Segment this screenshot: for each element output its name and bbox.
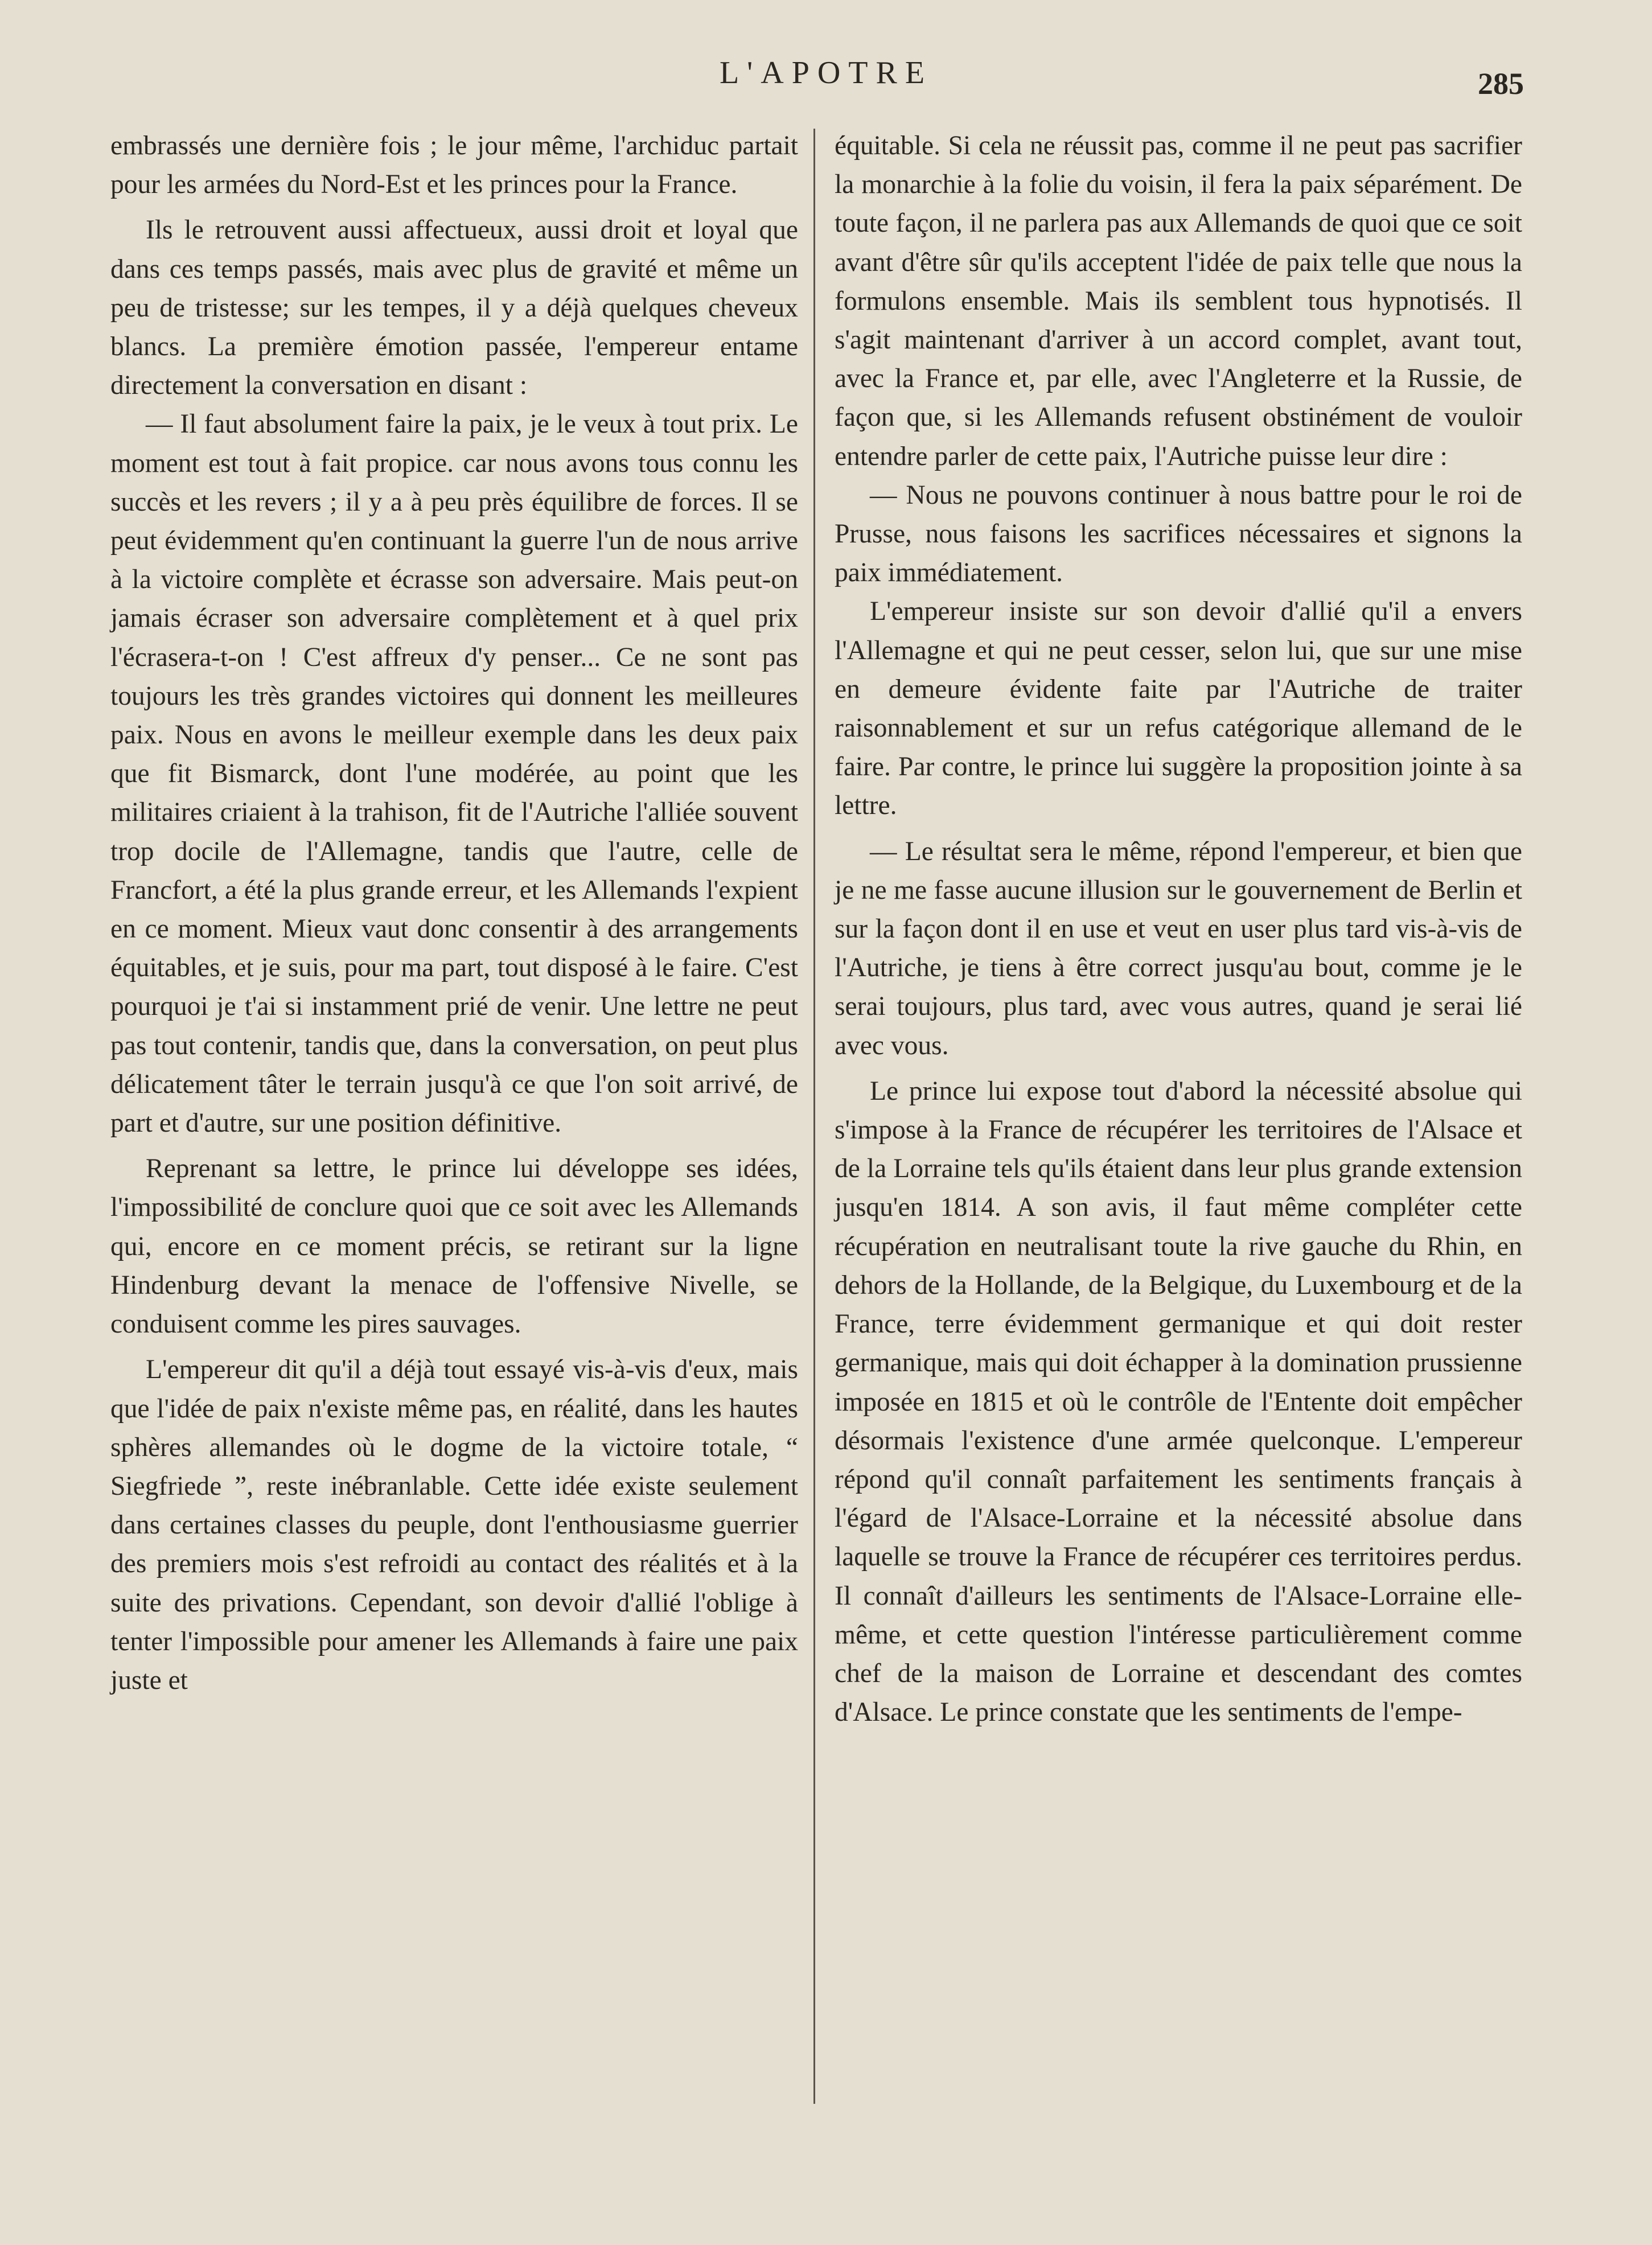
paragraph: Reprenant sa lettre, le prince lui développe ses idées, l'impossibilité de conclure quoi que ce soit avec les Allemands qui, encore en ce moment précis, se retirant sur la ligne Hindenburg devant la menace de l'offensive Nivelle, se conduisent comme les pires sauvages.	[110, 1154, 798, 1339]
paragraph: L'empereur insiste sur son devoir d'allié qu'il a envers l'Allemagne et qui ne peut cesser, selon lui, que sur une mise en demeure évidente faite par l'Autriche de traiter raisonnablement et sur un refus catégorique allemand de le faire. Par contre, le prince lui suggère la proposition jointe à sa lettre.	[835, 597, 1522, 821]
left-column	[110, 126, 798, 1700]
paragraph: embrassés une dernière fois ; le jour même, l'archiduc partait pour les armées du Nord-Est et les princes pour la France.	[110, 131, 798, 200]
paragraph: L'empereur dit qu'il a déjà tout essayé vis-à-vis d'eux, mais que l'idée de paix n'existe même pas, en réalité, dans les hautes sphères allemandes où le dogme de la victoire totale, “ Siegfriede ”, reste inébranlable. Cette idée existe seulement dans certaines classes du peuple, dont l'enthousiasme guerrier des premiers mois s'est refroidi au contact des réalités et à la suite des privations. Cependant, son devoir d'allié l'oblige à tenter l'impossible pour amener les Allemands à faire une paix juste et	[110, 1355, 798, 1695]
paragraph: Ils le retrouvent aussi affectueux, aussi droit et loyal que dans ces temps passés, mais avec plus de gravité et même un peu de tristesse; sur les tempes, il y a déjà quelques cheveux blancs. La première émotion passée, l'empereur entame directement la conversation en disant :	[110, 215, 798, 401]
paragraph: — Le résultat sera le même, répond l'empereur, et bien que je ne me fasse aucune illusion sur le gouvernement de Berlin et sur la façon dont il en use et veut en user plus tard vis-à-vis de l'Autriche, je tiens à être correct jusqu'au bout, comme je le serai toujours, plus tard, avec vous autres, quand je serai lié avec vous.	[835, 836, 1522, 1060]
right-column	[835, 126, 1522, 1732]
column-divider	[813, 129, 815, 2104]
paragraph: — Nous ne pouvons continuer à nous battre pour le roi de Prusse, nous faisons les sacrifices nécessaires et signons la paix immédiatement.	[835, 480, 1522, 588]
paragraph: Le prince lui expose tout d'abord la nécessité absolue qui s'impose à la France de récupérer les territoires de l'Alsace et de la Lorraine tels qu'ils étaient dans leur plus grande extension jusqu'en 1814. A son avis, il faut même compléter cette récupération en neutralisant toute la rive gauche du Rhin, en dehors de la Hollande, de la Belgique, du Luxembourg et de la France, terre évidemment germanique et qui doit rester germanique, mais qui doit échapper à la domination prussienne imposée en 1815 et où le contrôle de l'Entente doit empêcher désormais l'existence d'une armée quelconque. L'empereur répond qu'il connaît parfaitement les sentiments français à l'égard de l'Alsace-Lorraine et la nécessité absolue dans laquelle se trouve la France de récupérer ces territoires perdus. Il connaît d'ailleurs les sentiments de l'Alsace-Lorraine elle-même, et cette question l'intéresse particulièrement comme chef de la maison de Lorraine et descendant des comtes d'Alsace. Le prince constate que les sentiments de l'empe-	[835, 1076, 1522, 1728]
running-title: L'APOTRE	[719, 55, 933, 91]
paragraph: — Il faut absolument faire la paix, je le veux à tout prix. Le moment est tout à fait propice. car nous avons tous connu les succès et les revers ; il y a à peu près équilibre de forces. Il se peut évidemment qu'en continuant la guerre l'un de nous arrive à la victoire complète et écrasse son adversaire. Mais peut-on jamais écraser son adversaire complètement et à quel prix l'écrasera-t-on ! C'est affreux d'y penser... Ce ne sont pas toujours les très grandes victoires qui donnent les meilleures paix. Nous en avons le meilleur exemple dans les deux paix que fit Bismarck, dont l'une modérée, au point que les militaires criaient à la trahison, fit de l'Autriche l'alliée souvent trop docile de l'Allemagne, tandis que l'autre, celle de Francfort, a été la plus grande erreur, et les Allemands l'expient en ce moment. Mieux vaut donc consentir à des arrangements équitables, et je suis, pour ma part, tout disposé à le faire. C'est pourquoi je t'ai si instamment prié de venir. Une lettre ne peut pas tout contenir, tandis que, dans la conversation, on peut plus délicatement tâter le terrain jusqu'à ce que l'on soit arrivé, de part et d'autre, sur une position définitive.	[110, 409, 798, 1138]
page-number: 285	[1478, 67, 1524, 101]
paragraph: équitable. Si cela ne réussit pas, comme il ne peut pas sacrifier la monarchie à la folie du voisin, il fera la paix séparément. De toute façon, il ne parlera pas aux Allemands de quoi que ce soit avant d'être sûr qu'ils acceptent l'idée de paix telle que nous la formulons ensemble. Mais ils semblent tous hypnotisés. Il s'agit maintenant d'arriver à un accord complet, avant tout, avec la France et, par elle, avec l'Angleterre et la Russie, de façon que, si les Allemands refusent obstinément de vouloir entendre parler de cette paix, l'Autriche puisse leur dire :	[835, 131, 1522, 471]
